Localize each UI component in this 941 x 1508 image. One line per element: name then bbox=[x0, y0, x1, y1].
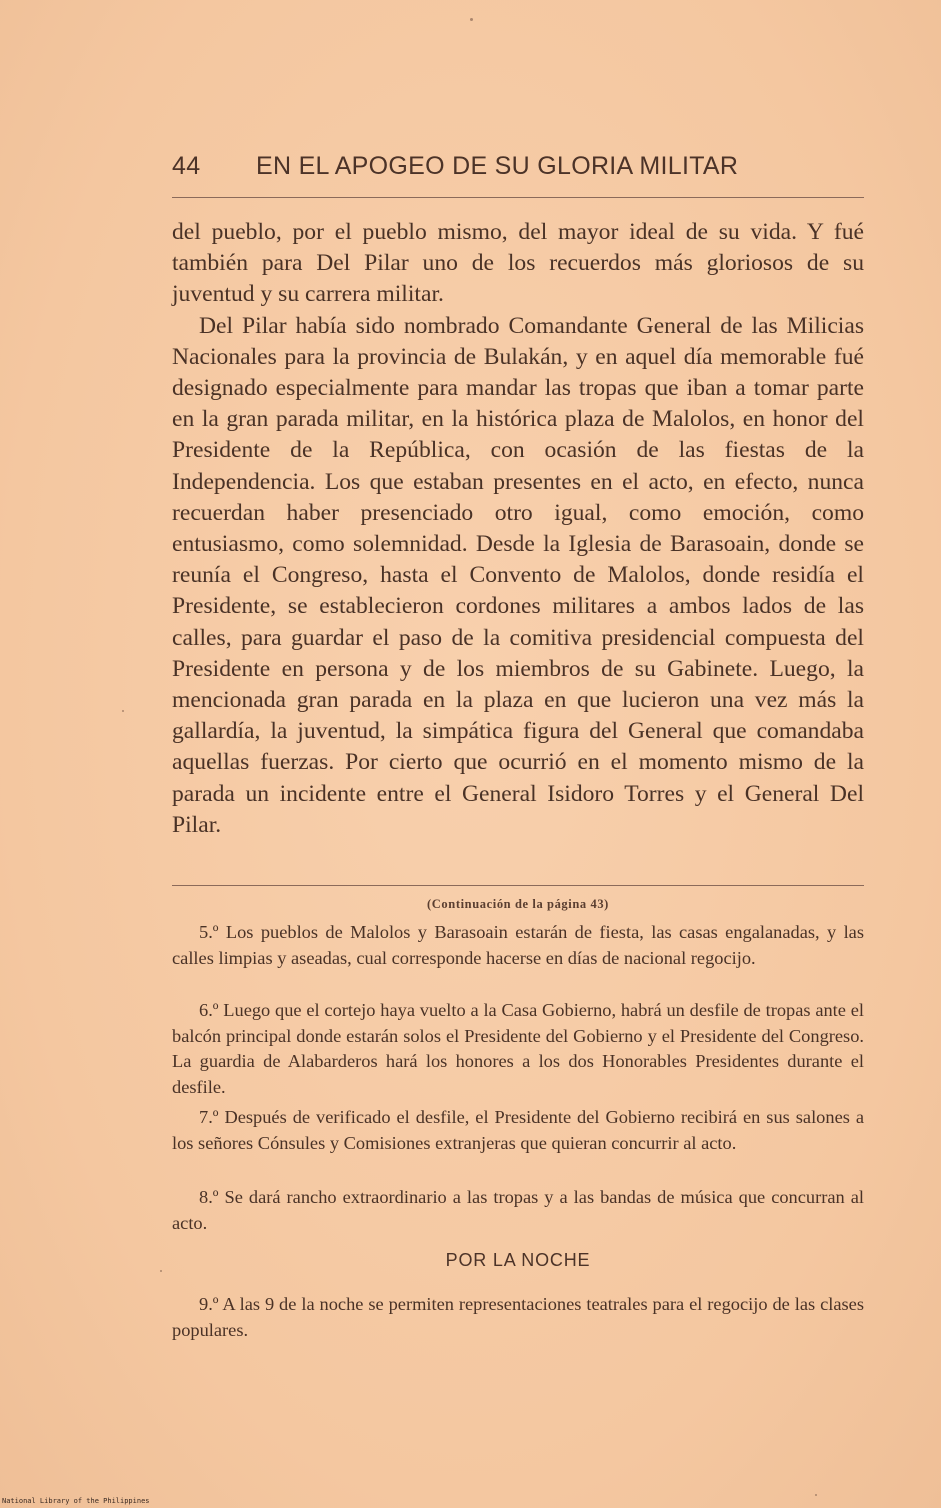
footnote-item-5-text: 5.º Los pueblos de Malolos y Barasoain estarán de fiesta, las casas engalanadas, y las calles limpias y aseadas, cual corresponde hacerse en días de nacional regocijo. bbox=[172, 922, 864, 968]
paper-speck bbox=[122, 710, 124, 712]
main-text bbox=[172, 217, 864, 841]
footnote-item-6-text: 6.º Luego que el cortejo haya vuelto a la Casa Gobierno, habrá un desfile de tropas ante el balcón principal donde estarán solos el Presidente del Gobierno y el Presidente del Congreso. La guardia de Alabarderos hará los honores a los dos Honorables Presidentes durante el desfile. bbox=[172, 1000, 864, 1097]
footnote-item-8-text: 8.º Se dará rancho extraordinario a las tropas y a las bandas de música que concurran al acto. bbox=[172, 1187, 864, 1233]
paper-speck bbox=[470, 18, 473, 21]
footnote-item-7-text: 7.º Después de verificado el desfile, el Presidente del Gobierno recibirá en sus salones a los señores Cónsules y Comisiones extranjeras que quieran concurrir al acto. bbox=[172, 1107, 864, 1153]
footnote-rule bbox=[172, 885, 864, 886]
paragraph-del-pilar: Del Pilar había sido nombrado Comandante General de las Milicias Nacionales para la provincia de Bulakán, y en aquel día memorable fué designado especialmente para mandar las tropas que iban a tomar parte en la gran parada militar, en la histórica plaza de Malolos, en honor del Presidente de la República, con ocasión de las fiestas de la Independencia. Los que estaban presentes en el acto, en efecto, nunca recuerdan haber presenciado otro igual, como emoción, como entusiasmo, como solemnidad. Desde la Iglesia de Barasoain, donde se reunía el Congreso, hasta el Convento de Malolos, donde residía el Presidente, se establecieron cordones militares a ambos lados de las calles, para guardar el paso de la comitiva presidencial compuesta del Presidente en persona y de los miembros de su Gabinete. Luego, la mencionada gran parada en la plaza en que lucieron una vez más la gallardía, la juventud, la simpática figura del General que comandaba aquellas fuerzas. Por cierto que ocurrió en el momento mismo de la parada un incidente entre el General Isidoro Torres y el General Del Pilar. bbox=[172, 312, 864, 838]
page-header bbox=[172, 152, 862, 192]
running-title: EN EL APOGEO DE SU GLORIA MILITAR bbox=[256, 152, 739, 180]
footnote-item-5 bbox=[172, 920, 864, 971]
paragraph-continuation: del pueblo, por el pueblo mismo, del mayor ideal de su vida. Y fué también para Del Pilar uno de los recuerdos más gloriosos de su juventud y su carrera militar. bbox=[172, 219, 864, 308]
continuation-note: (Continuación de la página 43) bbox=[427, 897, 609, 911]
header-rule bbox=[172, 197, 864, 198]
library-watermark: National Library of the Philippines bbox=[2, 1497, 150, 1505]
footnote-item-7 bbox=[172, 1105, 864, 1156]
footnote-item-8 bbox=[172, 1185, 864, 1236]
footnote-item-6 bbox=[172, 998, 864, 1100]
paper-speck bbox=[815, 1494, 817, 1496]
paper-speck bbox=[160, 1270, 162, 1272]
footnote-item-9-text: 9.º A las 9 de la noche se permiten representaciones teatrales para el regocijo de las clases populares. bbox=[172, 1294, 864, 1340]
section-heading: POR LA NOCHE bbox=[445, 1250, 591, 1270]
footnote-item-9 bbox=[172, 1292, 864, 1343]
page-number: 44 bbox=[172, 152, 201, 180]
